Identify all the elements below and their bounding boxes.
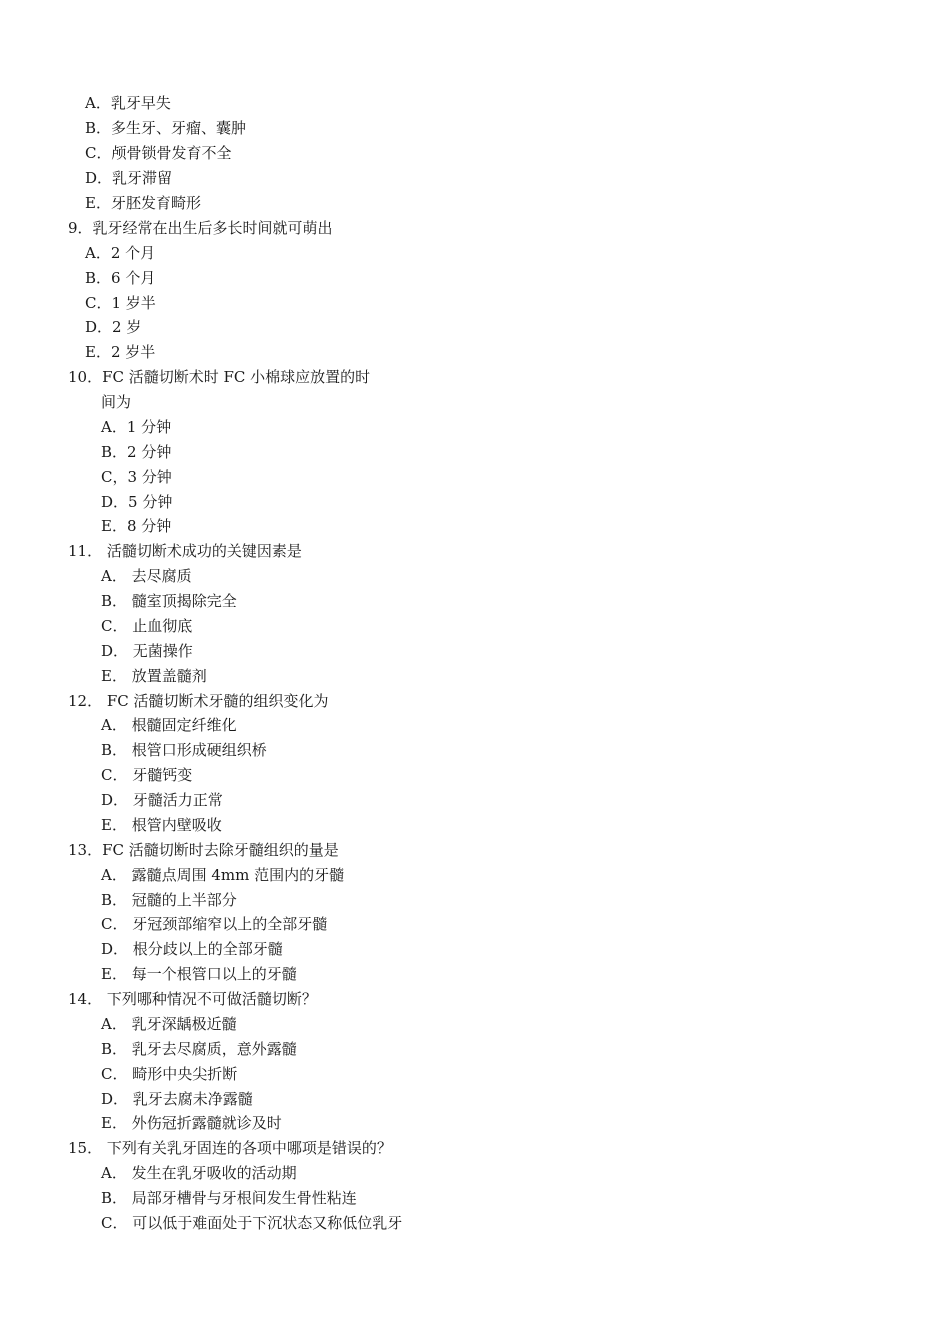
option-line: C．1 岁半: [85, 294, 156, 312]
option-line: B．6 个月: [85, 269, 156, 287]
option-line: A． 去尽腐质: [101, 567, 192, 585]
option-line: C．颅骨锁骨发育不全: [85, 144, 232, 162]
option-line: A． 根髓固定纤维化: [101, 716, 237, 734]
question-continuation: 间为: [101, 393, 132, 411]
option-line: B．2 分钟: [101, 443, 172, 461]
option-line: A． 露髓点周围 4mm 范围内的牙髓: [101, 866, 345, 884]
option-line: B． 局部牙槽骨与牙根间发生骨性粘连: [101, 1189, 357, 1207]
option-line: B． 髓室顶揭除完全: [101, 592, 237, 610]
question-line: 15． 下列有关乳牙固连的各项中哪项是错误的？: [68, 1139, 392, 1157]
option-line: E． 放置盖髓剂: [101, 667, 207, 685]
option-line: A． 乳牙深龋极近髓: [101, 1015, 237, 1033]
option-line: A．2 个月: [85, 244, 156, 262]
question-line: 9．乳牙经常在出生后多长时间就可萌出: [68, 219, 333, 237]
option-line: C． 畸形中央尖折断: [101, 1065, 238, 1083]
option-line: C． 可以低于难面处于下沉状态又称低位乳牙: [101, 1214, 403, 1232]
option-line: B． 冠髓的上半部分: [101, 891, 237, 909]
option-line: C． 牙髓钙变: [101, 766, 193, 784]
option-line: C． 牙冠颈部缩窄以上的全部牙髓: [101, 915, 328, 933]
question-line: 11． 活髓切断术成功的关键因素是: [68, 542, 302, 560]
option-line: D． 根分歧以上的全部牙髓: [101, 940, 283, 958]
option-line: C，3 分钟: [101, 468, 172, 486]
question-line: 13．FC 活髓切断时去除牙髓组织的量是: [68, 841, 339, 859]
option-line: D． 无菌操作: [101, 642, 193, 660]
option-line: D．乳牙滞留: [85, 169, 173, 187]
option-line: E． 外伤冠折露髓就诊及时: [101, 1114, 282, 1132]
option-line: A．1 分钟: [101, 418, 172, 436]
question-line: 10．FC 活髓切断术时 FC 小棉球应放置的时: [68, 368, 371, 386]
option-line: C． 止血彻底: [101, 617, 193, 635]
option-line: B． 根管口形成硬组织桥: [101, 741, 267, 759]
option-line: E． 每一个根管口以上的牙髓: [101, 965, 297, 983]
option-line: A． 发生在乳牙吸收的活动期: [101, 1164, 297, 1182]
question-line: 14． 下列哪种情况不可做活髓切断？: [68, 990, 317, 1008]
option-line: D． 乳牙去腐未净露髓: [101, 1090, 253, 1108]
option-line: B．多生牙、牙瘤、囊肿: [85, 119, 247, 137]
question-line: 12． FC 活髓切断术牙髓的组织变化为: [68, 692, 329, 710]
option-line: E．2 岁半: [85, 343, 156, 361]
option-line: E． 根管内壁吸收: [101, 816, 222, 834]
option-line: A．乳牙早失: [85, 94, 171, 112]
option-line: E．8 分钟: [101, 517, 172, 535]
option-line: D． 牙髓活力正常: [101, 791, 223, 809]
option-line: B． 乳牙去尽腐质，意外露髓: [101, 1040, 297, 1058]
option-line: E．牙胚发育畸形: [85, 194, 201, 212]
option-line: D．5 分钟: [101, 493, 173, 511]
option-line: D．2 岁: [85, 318, 142, 336]
